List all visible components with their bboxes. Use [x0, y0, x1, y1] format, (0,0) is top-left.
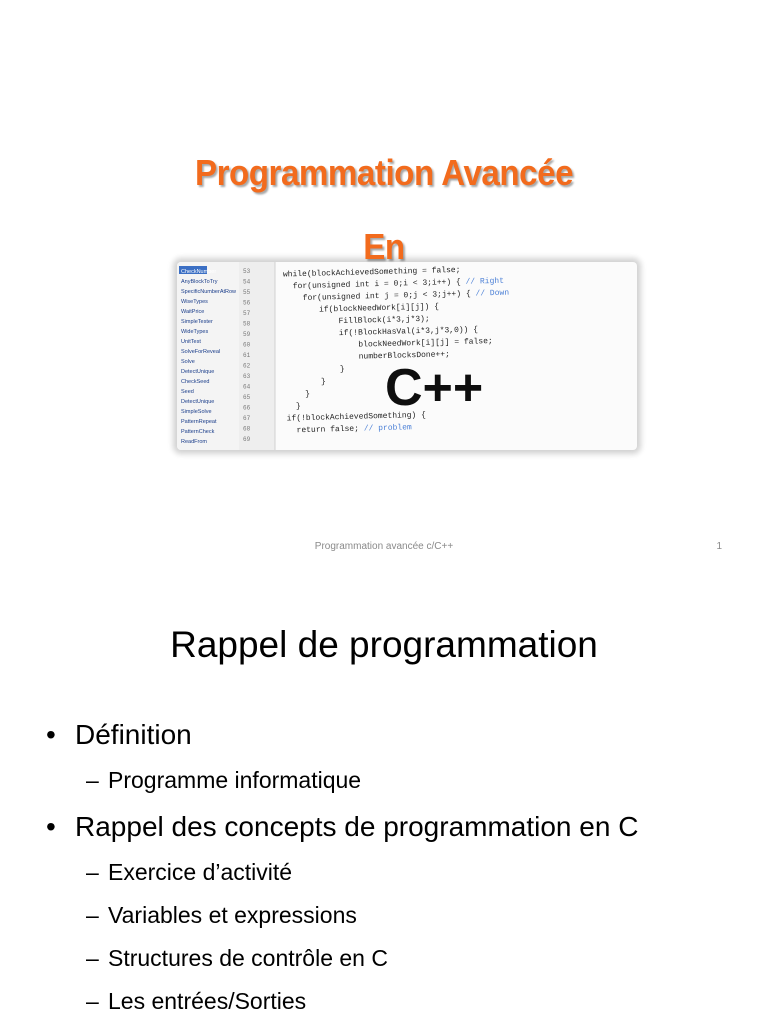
function-list-item: CheckNumber: [181, 269, 217, 275]
code-comment: // Down: [475, 288, 510, 299]
line-number: 53: [243, 268, 251, 275]
sub-bullet-symbol: –: [86, 988, 99, 1014]
code-line: if(!blockAchievedSomething) {: [286, 410, 426, 424]
code-line: for(unsigned int i = 0;i < 3;i++) {: [292, 277, 461, 292]
function-list-item: CheckSeed: [181, 379, 210, 385]
line-number: 66: [243, 404, 251, 412]
line-number: 59: [243, 331, 251, 338]
function-list-item: Seed: [181, 389, 194, 395]
sub-bullet-text: Les entrées/Sorties: [108, 988, 307, 1014]
line-number: 63: [243, 373, 251, 380]
function-list-item: AnyBlockToTry: [181, 279, 218, 285]
code-line: for(unsigned int j = 0;j < 3;j++) {: [302, 289, 471, 304]
code-line: }: [305, 389, 311, 399]
code-line: return false;: [296, 424, 360, 436]
function-list-item: SpecificNumberAtRow: [181, 289, 237, 295]
line-number: 62: [243, 362, 251, 370]
sub-bullet-item: [86, 945, 388, 972]
cpp-code-image: [177, 262, 637, 450]
line-number: 65: [243, 394, 251, 401]
line-number: 60: [243, 341, 251, 349]
function-list-item: WideTypes: [181, 329, 209, 335]
function-list-item: Solve: [181, 359, 195, 365]
footer-text: Programmation avancée c/C++: [314, 541, 454, 552]
line-number: 61: [243, 352, 251, 359]
function-list-item: SolveForReveal: [181, 349, 221, 355]
code-line: numberBlocksDone++;: [358, 350, 451, 362]
line-number: 67: [243, 415, 251, 422]
line-number: 56: [243, 299, 251, 307]
sub-bullet-symbol: –: [86, 859, 99, 885]
line-numbers: [243, 268, 251, 443]
function-list-item: PatternRepeat: [181, 419, 217, 425]
slide-title-line-2: En: [363, 226, 405, 267]
code-line: if(blockNeedWork[i][j]) {: [318, 302, 440, 315]
code-line: }: [295, 402, 301, 412]
sub-bullet-text: Variables et expressions: [108, 902, 357, 928]
sub-bullet-symbol: –: [86, 902, 99, 928]
line-number: 54: [243, 278, 251, 286]
code-line: FillBlock(i*3,j*3);: [338, 314, 430, 327]
function-list-item: DetectUnique: [181, 399, 215, 405]
code-line: while(blockAchievedSomething = false;: [282, 265, 461, 280]
bullet-symbol: •: [46, 811, 56, 842]
sub-bullet-symbol: –: [86, 945, 99, 971]
slide-footer: [0, 541, 768, 557]
function-list-item: ReadFrom: [181, 439, 207, 445]
code-line: }: [320, 377, 326, 387]
bullet-text: Rappel des concepts de programmation en C: [75, 811, 639, 842]
function-list-item: DetectUnique: [181, 369, 215, 375]
code-line: blockNeedWork[i][j] = false;: [358, 337, 493, 350]
function-list-item: UnitTest: [181, 339, 201, 345]
sub-bullet-item: [86, 859, 292, 886]
line-number: 64: [243, 383, 251, 391]
function-list-item: WiseTypes: [181, 299, 208, 305]
sub-bullet-text: Exercice d’activité: [108, 859, 293, 885]
function-list-item: SimpleTester: [181, 319, 213, 325]
bullet-symbol: •: [46, 719, 56, 750]
code-screenshot-graphic: [177, 262, 637, 450]
code-comment: // problem: [363, 423, 412, 434]
code-line: if(!BlockHasVal(i*3,j*3,0)) {: [338, 325, 479, 339]
sub-bullet-item: [86, 988, 306, 1015]
page-number: 1: [716, 541, 722, 552]
line-number: 69: [243, 436, 251, 443]
content-slide: [0, 576, 768, 1024]
slide-heading: Rappel de programmation: [170, 624, 598, 665]
sub-bullet-item: [86, 902, 357, 929]
sub-bullet-text: Programme informatique: [108, 767, 362, 793]
bullet-text: Définition: [75, 719, 192, 750]
line-number: 58: [243, 320, 251, 328]
sub-bullet-text: Structures de contrôle en C: [108, 945, 388, 971]
line-number: 57: [243, 310, 251, 317]
sub-bullet-symbol: –: [86, 767, 99, 793]
code-comment: // Right: [465, 276, 505, 287]
code-line: }: [339, 364, 345, 375]
line-number: 68: [243, 425, 251, 433]
cpp-logo-text: C++: [385, 359, 484, 417]
function-list-item: WaitPrice: [181, 309, 205, 315]
slide-title-line-1: Programmation Avancée: [194, 152, 574, 193]
line-number: 55: [243, 289, 251, 296]
function-list-item: PatternCheck: [181, 429, 215, 435]
function-list-item: SimpleSolve: [181, 409, 212, 415]
sub-bullet-item: [86, 767, 361, 794]
